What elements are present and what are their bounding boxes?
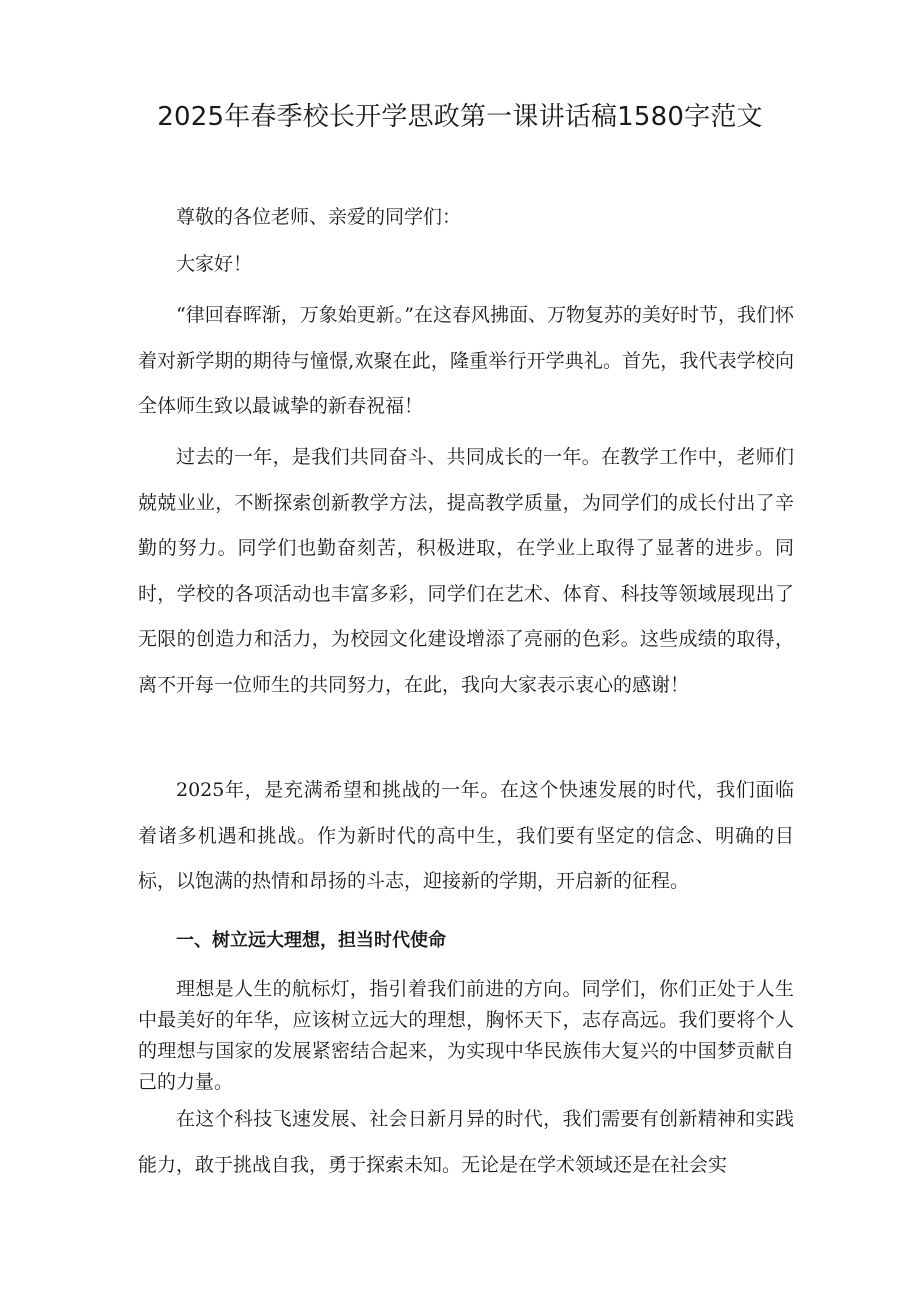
paragraph-greeting: 尊敬的各位老师、亲爱的同学们： xyxy=(176,206,462,228)
paragraph-past-year: 过去的一年，是我们共同奋斗、共同成长的一年。在教学工作中，老师们兢兢业业，不断探索创新教学方法，提高教学质量，为同学们的成长付出了辛勤的努力。同学们也勤奋刻苦，积极进取，在学业上取得了显著的进步。同时，学校的各项活动也丰富多彩，同学们在艺术、体育、科技等领域展现出了无限的创造力和活力，为校园文化建设增添了亮丽的色彩。这些成绩的取得，离不开每一位师生的共同努力，在此，我向大家表示衷心的感谢！ xyxy=(138,446,794,696)
paragraph-opening: “律回春晖渐，万象始更新。”在这春风拂面、万物复苏的美好时节，我们怀着对新学期的期待与憧憬,欢聚在此，隆重举行开学典礼。首先，我代表学校向全体师生致以最诚挚的新春祝福！ xyxy=(138,304,794,417)
paragraph-year-2025: 2025年，是充满希望和挑战的一年。在这个快速发展的时代，我们面临着诸多机遇和挑战。作为新时代的高中生，我们要有坚定的信念、明确的目标，以饱满的热情和昂扬的斗志，迎接新的学期，开启新的征程。 xyxy=(138,779,794,892)
paragraph-hello: 大家好！ xyxy=(176,253,253,275)
document-title: 2025年春季校长开学思政第一课讲话稿1580字范文 xyxy=(157,102,763,132)
paragraph-ideals: 理想是人生的航标灯，指引着我们前进的方向。同学们，你们正处于人生中最美好的年华，应该树立远大的理想，胸怀天下，志存高远。我们要将个人的理想与国家的发展紧密结合起来，为实现中华民族伟大复兴的中国梦贡献自己的力量。 xyxy=(138,978,794,1093)
section-heading-1: 一、树立远大理想，担当时代使命 xyxy=(176,930,446,951)
paragraph-innovation: 在这个科技飞速发展、社会日新月异的时代，我们需要有创新精神和实践能力，敢于挑战自我，勇于探索未知。无论是在学术领域还是在社会实 xyxy=(138,1108,794,1176)
